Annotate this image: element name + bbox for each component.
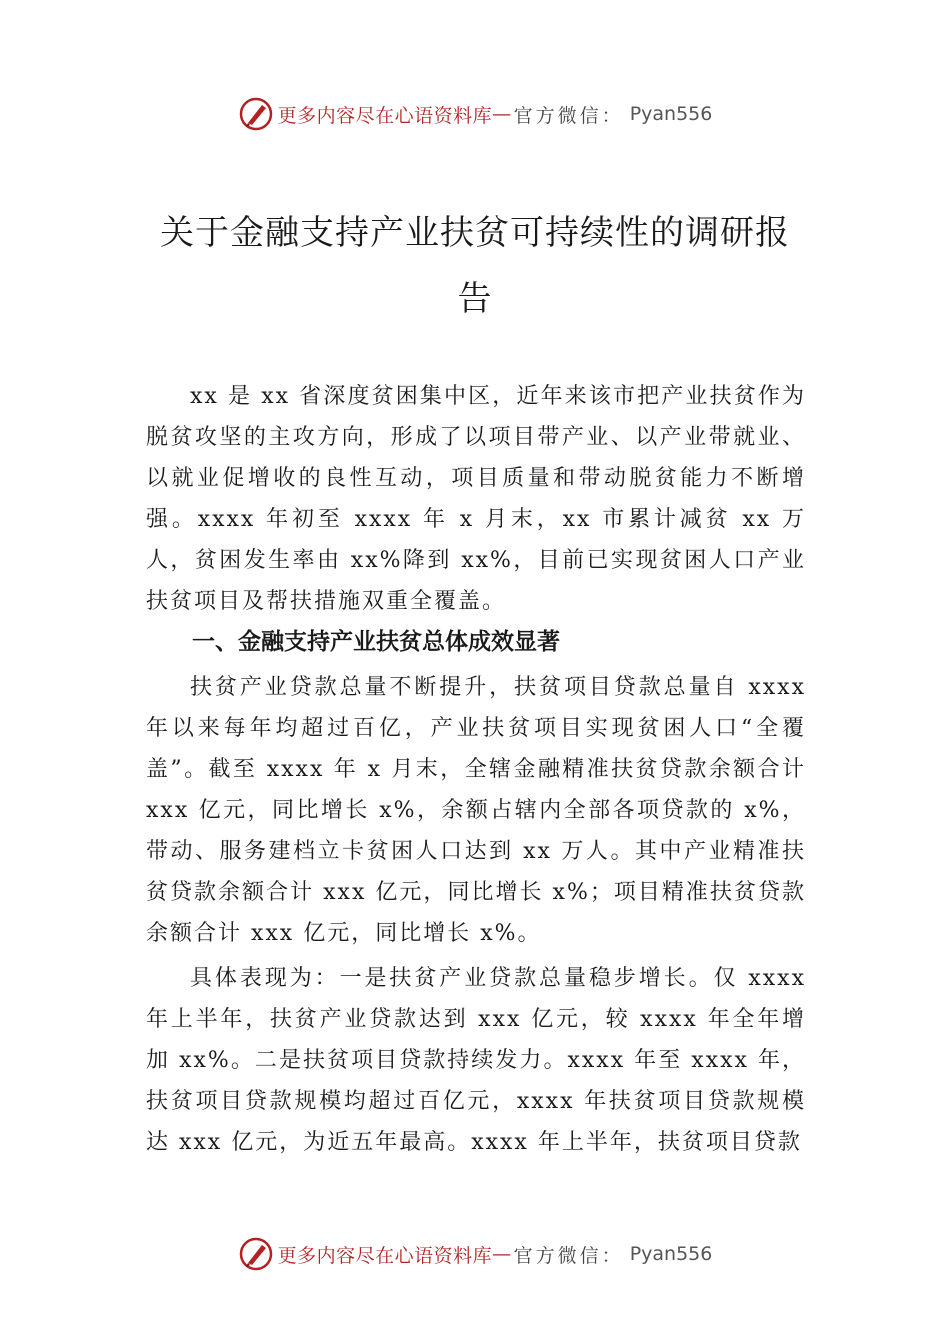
banner-separator: —	[492, 103, 512, 125]
section-heading-1: 一、金融支持产业扶贫总体成效显著	[192, 629, 560, 655]
header-banner	[0, 94, 950, 134]
banner-wechat-label: 官方微信：	[513, 104, 624, 127]
pen-nib-icon	[238, 96, 274, 132]
banner-site-text: 更多内容尽在心语资料库	[277, 1244, 493, 1267]
paragraph-overview: 扶贫产业贷款总量不断提升，扶贫项目贷款总量自 xxxx 年以来每年均超过百亿，产业扶贫项目实现贫困人口“全覆盖”。截至 xxxx 年 x 月末，全辖金融精准扶贫贷款余额合计 xxx 亿元，同比增长 x%，余额占辖内全部各项贷款的 x%， 带动、服务建档立卡贫困人口达到 xx 万人。其中产业精准扶贫贷款余额合计 xxx 亿元，同比增长 x%；项目精准扶贫贷款余额合计 xxx 亿元，同比增长 x%。	[146, 675, 806, 946]
banner-separator: —	[492, 1243, 512, 1265]
banner-wechat-label: 官方微信：	[513, 1244, 624, 1267]
document-body	[146, 376, 806, 1163]
footer-banner	[0, 1234, 950, 1274]
pen-nib-icon	[238, 1236, 274, 1272]
banner-wechat-id: Pyan556	[629, 103, 713, 125]
banner-site-text: 更多内容尽在心语资料库	[277, 104, 493, 127]
document-title: 关于金融支持产业扶贫可持续性的调研报告	[160, 213, 790, 319]
banner-wechat-id: Pyan556	[629, 1243, 713, 1265]
paragraph-details: 具体表现为：一是扶贫产业贷款总量稳步增长。仅 xxxx 年上半年，扶贫产业贷款达到 xxx 亿元，较 xxxx 年全年增加 xx%。二是扶贫项目贷款持续发力。xxxx 年至 xxxx 年， 扶贫项目贷款规模均超过百亿元，xxxx 年扶贫项目贷款规模达 xxx 亿元，为近五年最高。xxxx 年上半年，扶贫项目贷款	[146, 966, 806, 1155]
paragraph-intro: xx 是 xx 省深度贫困集中区，近年来该市把产业扶贫作为脱贫攻坚的主攻方向，形成了以项目带产业、以产业带就业、以就业促增收的良性互动，项目质量和带动脱贫能力不断增强。xxxx 年初至 xxxx 年 x 月末，xx 市累计减贫 xx 万人，贫困发生率由 xx%降到 xx%，目前已实现贫困人口产业扶贫项目及帮扶措施双重全覆盖。	[146, 384, 806, 614]
